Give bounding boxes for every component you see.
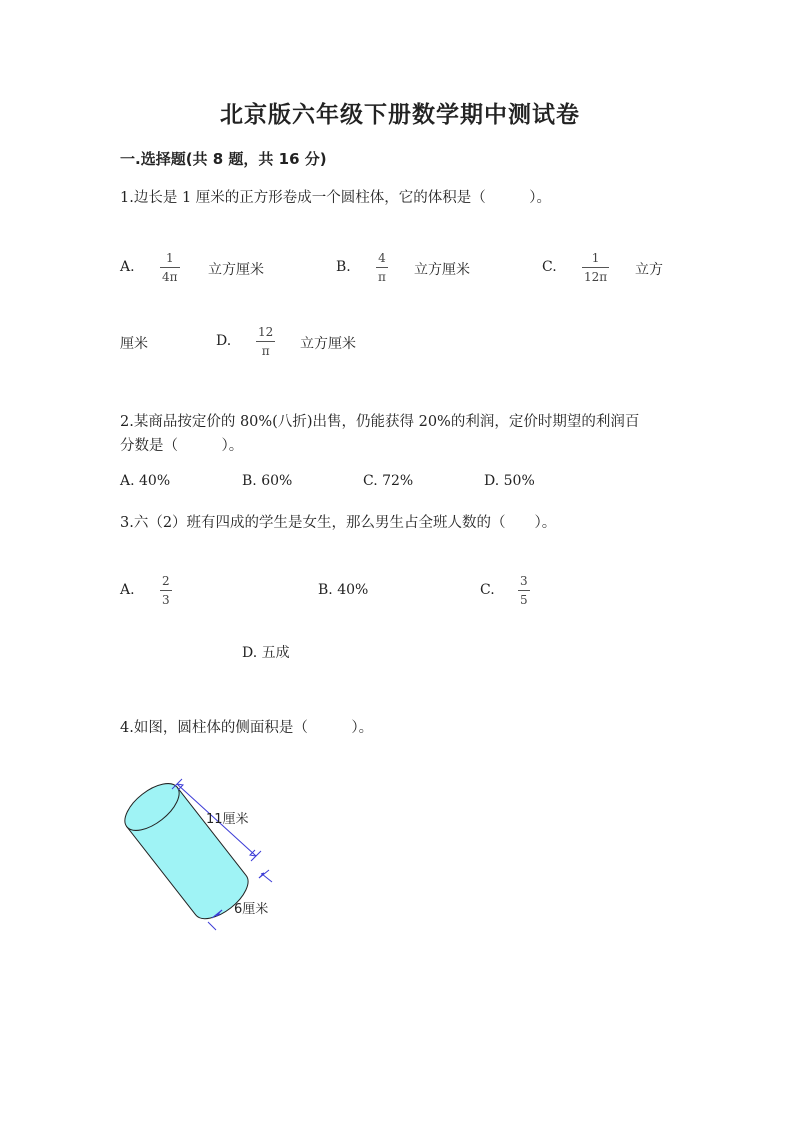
section-heading: 一.选择题(共 8 题，共 16 分)	[120, 150, 327, 168]
fraction-bar	[160, 590, 172, 591]
q1-option-d-fraction	[256, 325, 275, 358]
q3-option-c-fraction	[518, 574, 530, 607]
q1-option-b-unit: 立方厘米	[414, 262, 470, 278]
q1-option-a-label: A.	[120, 259, 135, 275]
fraction-bar	[582, 267, 609, 268]
q1-option-c-unit-cont: 厘米	[120, 336, 148, 352]
q2-option-d: D. 50%	[484, 473, 535, 489]
q1-option-c-fraction	[582, 251, 609, 284]
q1-option-a-fraction	[160, 251, 180, 284]
page-title: 北京版六年级下册数学期中测试卷	[220, 102, 580, 128]
q3-option-b: B. 40%	[318, 582, 369, 598]
fraction-bar	[518, 590, 530, 591]
q3-option-c-label: C.	[480, 582, 495, 598]
cylinder-diagram	[120, 770, 300, 940]
diameter-label: 6厘米	[234, 902, 269, 917]
q2-option-a: A. 40%	[120, 473, 171, 489]
length-label: 11厘米	[206, 812, 249, 827]
q3-option-a-label: A.	[120, 582, 135, 598]
fraction-denominator: 5	[520, 593, 528, 607]
question-1-text: 1.边长是 1 厘米的正方形卷成一个圆柱体，它的体积是（ ）。	[120, 190, 552, 206]
fraction-bar	[376, 267, 388, 268]
q1-option-b-label: B.	[336, 259, 351, 275]
q3-option-a-fraction	[160, 574, 172, 607]
fraction-numerator: 1	[165, 251, 174, 265]
q1-option-a-unit: 立方厘米	[208, 262, 264, 278]
fraction-denominator: 12π	[584, 270, 608, 284]
q1-option-d-label: D.	[216, 333, 232, 349]
fraction-numerator: 1	[591, 251, 600, 265]
question-3-text: 3.六（2）班有四成的学生是女生，那么男生占全班人数的（ ）。	[120, 515, 557, 531]
question-2-line-2: 分数是（ ）。	[120, 438, 244, 454]
fraction-bar	[256, 341, 275, 342]
question-2-line-1: 2.某商品按定价的 80%(八折)出售，仍能获得 20%的利润，定价时期望的利润百	[120, 414, 640, 430]
cylinder-figure	[120, 770, 300, 940]
q1-option-d-unit: 立方厘米	[300, 336, 356, 352]
q1-option-c-label: C.	[542, 259, 557, 275]
q3-option-d: D. 五成	[242, 645, 290, 661]
q2-option-c: C. 72%	[363, 473, 414, 489]
fraction-bar	[160, 267, 180, 268]
question-4-text: 4.如图，圆柱体的侧面积是（ ）。	[120, 720, 374, 736]
fraction-denominator: 4π	[162, 270, 178, 284]
fraction-denominator: π	[378, 270, 386, 284]
fraction-numerator: 3	[520, 574, 528, 588]
fraction-numerator: 12	[258, 325, 274, 339]
fraction-numerator: 2	[162, 574, 170, 588]
q1-option-b-fraction	[376, 251, 388, 284]
q2-option-b: B. 60%	[242, 473, 293, 489]
fraction-denominator: π	[261, 344, 270, 358]
fraction-denominator: 3	[162, 593, 170, 607]
fraction-numerator: 4	[378, 251, 386, 265]
q1-option-c-unit: 立方	[635, 262, 663, 278]
